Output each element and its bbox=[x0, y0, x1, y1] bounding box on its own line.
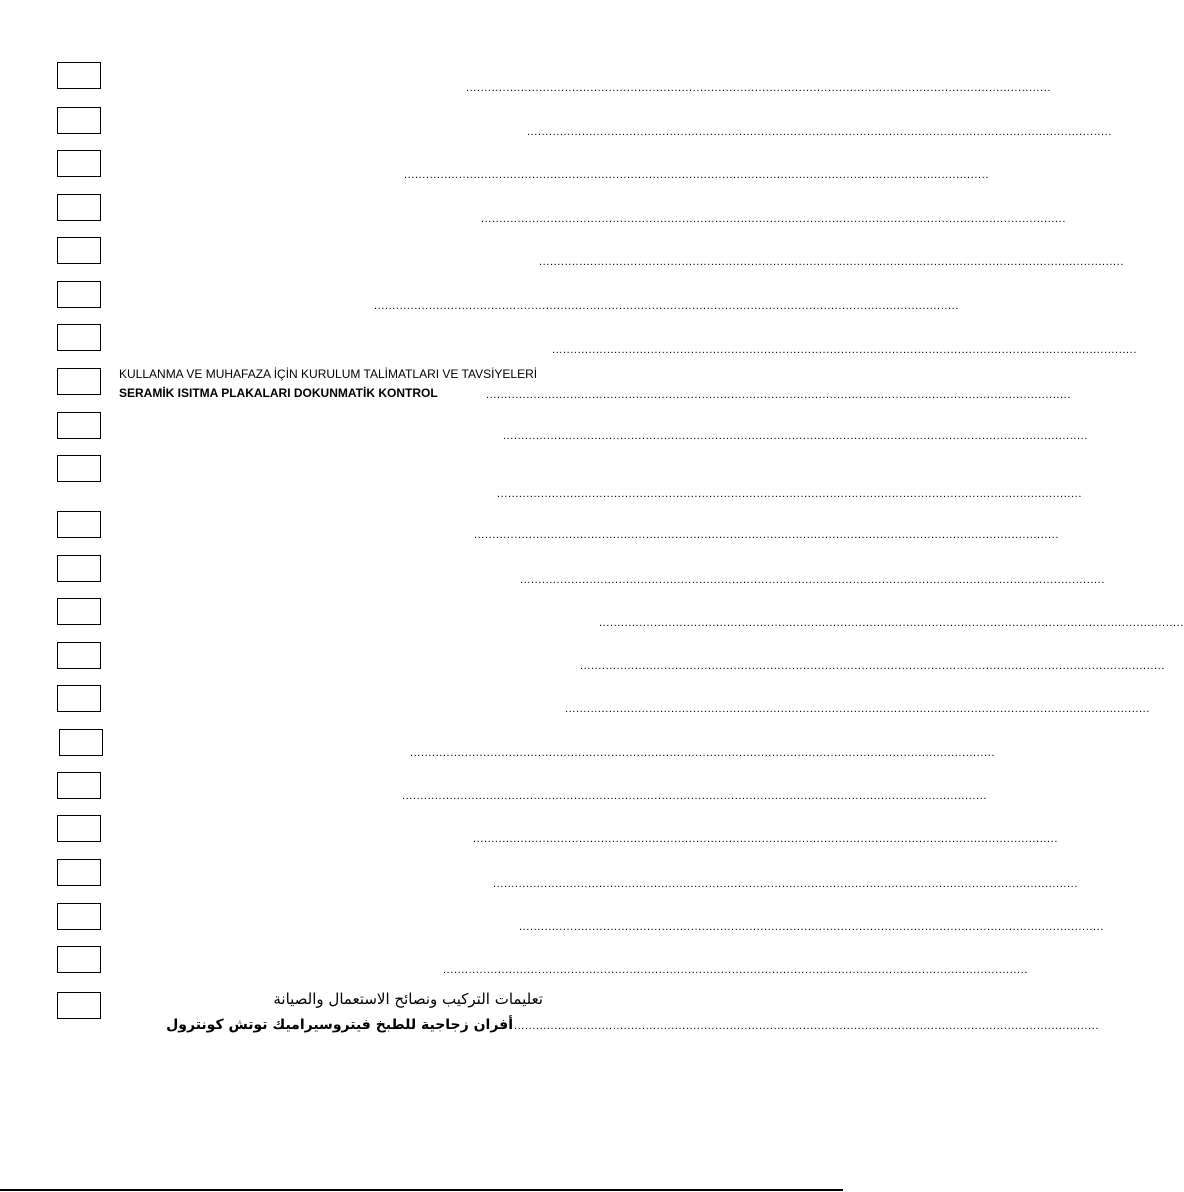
language-box bbox=[57, 992, 101, 1019]
language-box bbox=[57, 237, 101, 264]
language-box bbox=[57, 946, 101, 973]
language-box bbox=[57, 859, 101, 886]
language-box bbox=[57, 903, 101, 930]
page-bottom-rule bbox=[0, 1189, 843, 1191]
dot-leader: ................................................................................................................................................................ bbox=[474, 529, 1059, 541]
language-box bbox=[57, 412, 101, 439]
language-box bbox=[57, 598, 101, 625]
dot-leader: ................................................................................................................................................................ bbox=[410, 747, 995, 759]
language-box bbox=[57, 685, 101, 712]
dot-leader: ................................................................................................................................................................ bbox=[481, 213, 1066, 225]
dot-leader: ................................................................................................................................................................ bbox=[580, 660, 1165, 672]
language-box bbox=[57, 555, 101, 582]
entry-title-line1: KULLANMA VE MUHAFAZA İÇİN KURULUM TALİMATLARI VE TAVSİYELERİ bbox=[119, 367, 538, 381]
language-box bbox=[57, 194, 101, 221]
language-box bbox=[57, 107, 101, 134]
dot-leader: ................................................................................................................................................................ bbox=[493, 878, 1078, 890]
dot-leader: ................................................................................................................................................................ bbox=[404, 169, 989, 181]
dot-leader: ................................................................................................................................................................ bbox=[565, 703, 1150, 715]
dot-leader: ................................................................................................................................................................ bbox=[514, 1020, 1099, 1032]
dot-leader: ................................................................................................................................................................ bbox=[443, 964, 1028, 976]
dot-leader: ................................................................................................................................................................ bbox=[519, 921, 1104, 933]
entry-title-line2: SERAMİK ISITMA PLAKALARI DOKUNMATİK KONTROL bbox=[119, 386, 438, 400]
language-box bbox=[57, 815, 101, 842]
dot-leader: ................................................................................................................................................................ bbox=[486, 389, 1071, 401]
entry-title-line2: أفران زجاجية للطبخ فيتروسيراميك توتش كونترول bbox=[166, 1017, 513, 1033]
language-box bbox=[57, 642, 101, 669]
dot-leader: ................................................................................................................................................................ bbox=[374, 300, 959, 312]
entry-title-line1: تعليمات التركيب ونصائح الاستعمال والصيانة bbox=[273, 990, 543, 1008]
language-box bbox=[57, 368, 101, 395]
language-box bbox=[57, 62, 101, 89]
dot-leader: ................................................................................................................................................................ bbox=[527, 126, 1112, 138]
language-box bbox=[57, 324, 101, 351]
language-box bbox=[57, 455, 101, 482]
dot-leader: ................................................................................................................................................................ bbox=[466, 82, 1051, 94]
language-box bbox=[57, 511, 101, 538]
dot-leader: ................................................................................................................................................................ bbox=[473, 833, 1058, 845]
dot-leader: ................................................................................................................................................................ bbox=[552, 344, 1137, 356]
dot-leader: ................................................................................................................................................................ bbox=[539, 256, 1124, 268]
language-box bbox=[57, 772, 101, 799]
dot-leader: ................................................................................................................................................................ bbox=[402, 790, 987, 802]
language-box bbox=[57, 281, 101, 308]
dot-leader: ................................................................................................................................................................ bbox=[599, 617, 1184, 629]
dot-leader: ................................................................................................................................................................ bbox=[520, 574, 1105, 586]
dot-leader: ................................................................................................................................................................ bbox=[497, 488, 1082, 500]
language-box bbox=[57, 150, 101, 177]
language-box bbox=[59, 729, 103, 756]
dot-leader: ................................................................................................................................................................ bbox=[503, 430, 1088, 442]
